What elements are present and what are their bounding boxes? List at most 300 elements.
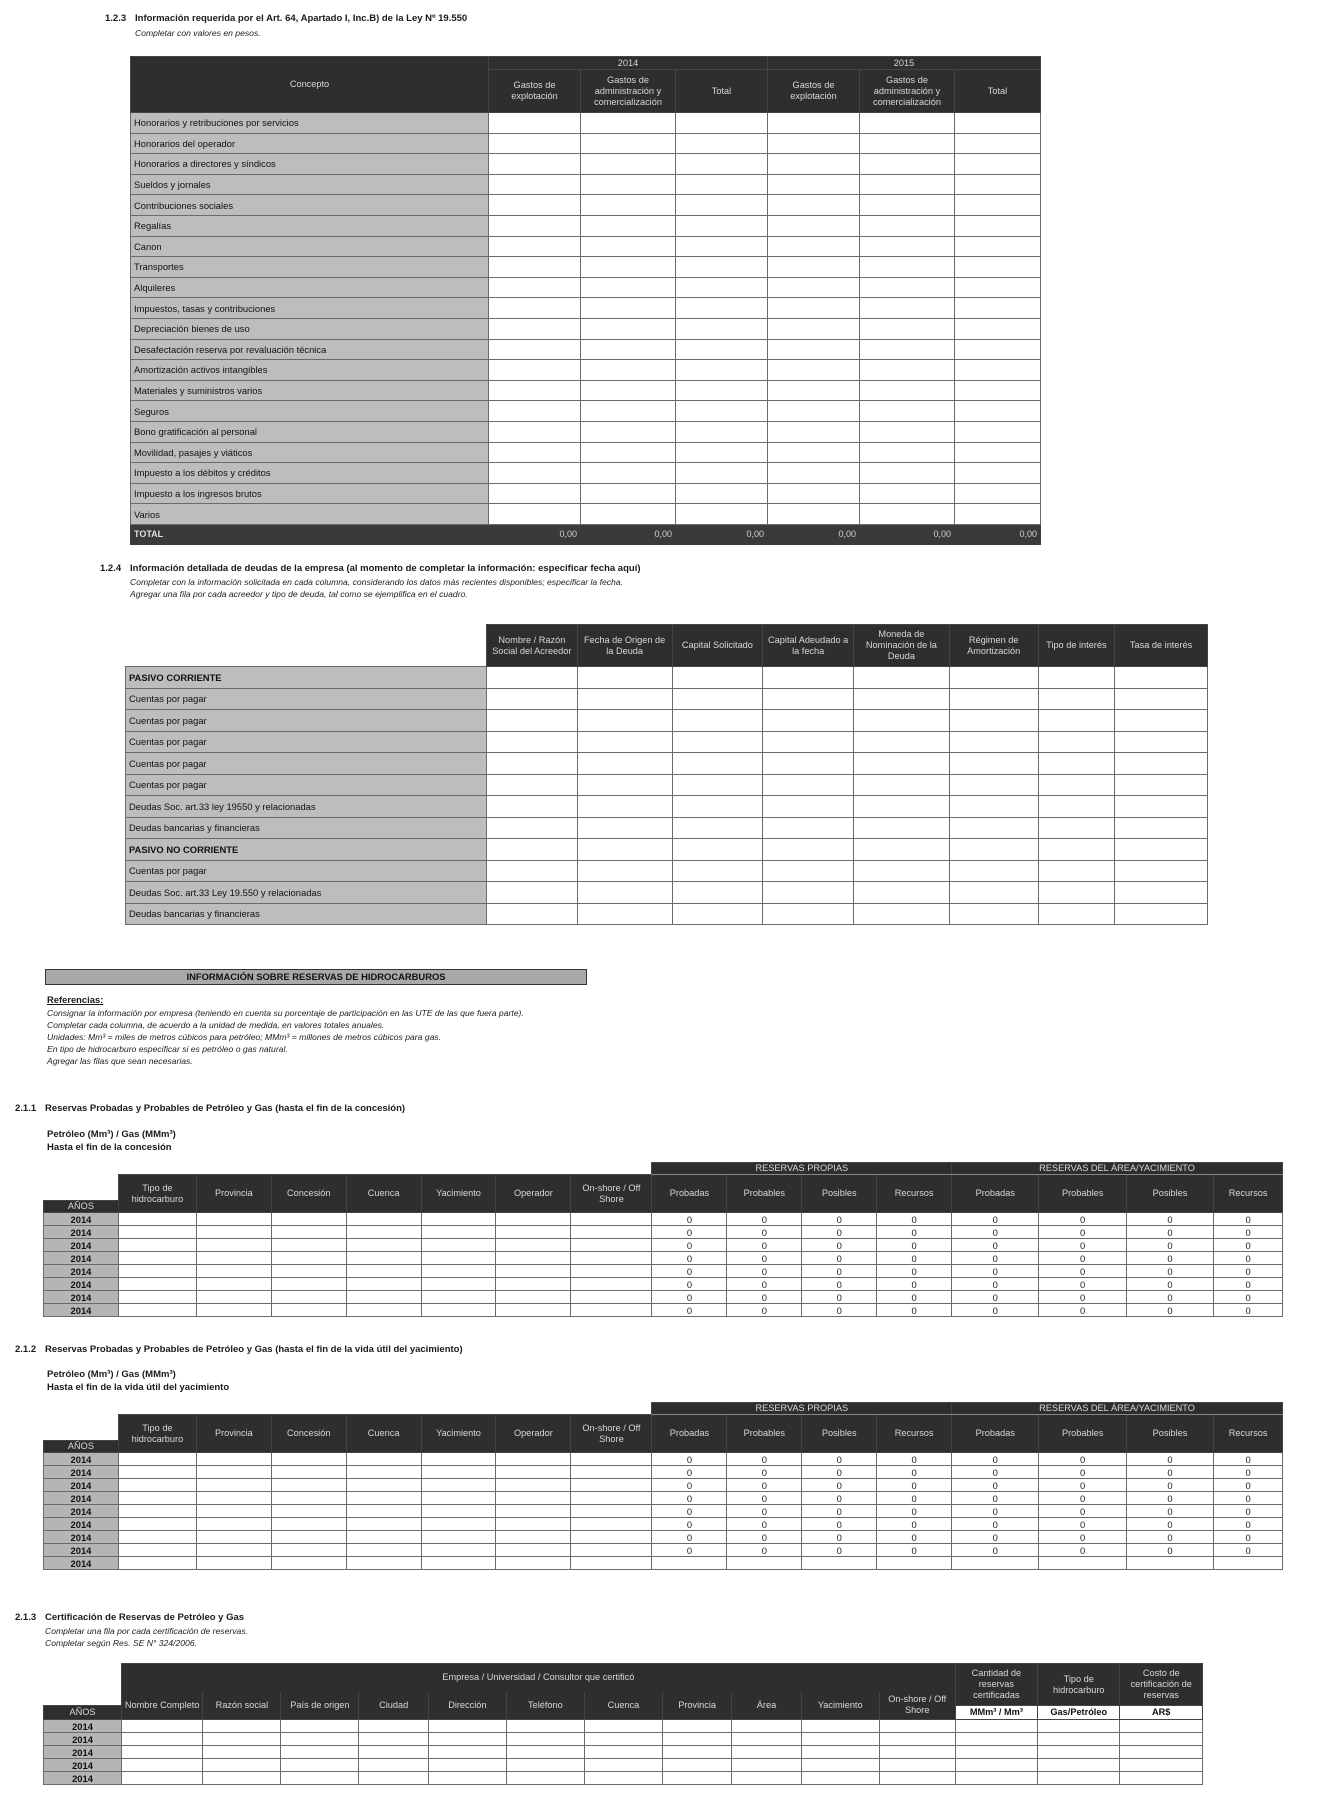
expense-value-cell[interactable] [581,504,676,525]
certification-input-cell[interactable] [584,1772,662,1785]
certification-input-cell[interactable] [428,1733,506,1746]
expense-value-cell[interactable] [581,277,676,298]
certification-input-cell[interactable] [1120,1772,1203,1785]
certification-input-cell[interactable] [122,1759,203,1772]
reserve-input-cell[interactable] [496,1291,571,1304]
certification-input-cell[interactable] [281,1772,359,1785]
debt-value-cell[interactable] [854,774,950,796]
debt-value-cell[interactable] [1115,903,1208,925]
debt-value-cell[interactable] [1038,710,1115,732]
reserve-value-cell[interactable]: 0 [1039,1265,1126,1278]
reserve-value-cell[interactable]: 0 [952,1213,1039,1226]
reserve-value-cell[interactable]: 0 [952,1304,1039,1317]
debt-value-cell[interactable] [1038,753,1115,775]
reserve-value-cell[interactable]: 0 [877,1291,952,1304]
reserve-input-cell[interactable] [496,1479,571,1492]
reserve-value-cell[interactable]: 0 [952,1479,1039,1492]
reserve-input-cell[interactable] [571,1304,652,1317]
debt-value-cell[interactable] [763,731,854,753]
reserve-value-cell[interactable]: 0 [652,1239,727,1252]
certification-input-cell[interactable] [801,1746,879,1759]
expense-value-cell[interactable] [676,401,768,422]
expense-value-cell[interactable] [676,133,768,154]
reserve-value-cell[interactable]: 0 [1214,1492,1283,1505]
reserve-input-cell[interactable] [271,1278,346,1291]
reserve-value-cell[interactable]: 0 [727,1265,802,1278]
reserve-value-cell[interactable]: 0 [952,1278,1039,1291]
reserve-input-cell[interactable] [271,1518,346,1531]
reserve-input-cell[interactable] [571,1265,652,1278]
certification-input-cell[interactable] [281,1746,359,1759]
expense-value-cell[interactable] [489,483,581,504]
expense-value-cell[interactable] [860,318,955,339]
reserve-input-cell[interactable] [346,1505,421,1518]
certification-input-cell[interactable] [122,1733,203,1746]
reserve-value-cell[interactable]: 0 [727,1239,802,1252]
reserve-value-cell[interactable]: 0 [802,1466,877,1479]
reserve-input-cell[interactable] [421,1466,496,1479]
reserve-value-cell[interactable]: 0 [1214,1479,1283,1492]
debt-value-cell[interactable] [854,903,950,925]
reserve-value-cell[interactable]: 0 [1126,1252,1213,1265]
certification-input-cell[interactable] [662,1733,731,1746]
reserve-value-cell[interactable]: 0 [1039,1466,1126,1479]
expense-value-cell[interactable] [676,380,768,401]
reserve-value-cell[interactable]: 0 [877,1518,952,1531]
reserve-input-cell[interactable] [346,1226,421,1239]
expense-value-cell[interactable] [955,360,1041,381]
reserve-value-cell[interactable]: 0 [1214,1291,1283,1304]
expense-value-cell[interactable] [955,277,1041,298]
debt-value-cell[interactable] [1038,731,1115,753]
reserve-value-cell[interactable]: 0 [802,1544,877,1557]
reserve-value-cell[interactable]: 0 [1214,1518,1283,1531]
reserve-value-cell[interactable]: 0 [652,1518,727,1531]
expense-value-cell[interactable] [955,298,1041,319]
debt-value-cell[interactable] [1115,839,1208,861]
reserve-value-cell[interactable]: 0 [1039,1226,1126,1239]
expense-value-cell[interactable] [581,215,676,236]
debt-value-cell[interactable] [577,731,672,753]
reserve-value-cell[interactable]: 0 [877,1304,952,1317]
reserve-value-cell[interactable]: 0 [1126,1544,1213,1557]
expense-value-cell[interactable] [860,215,955,236]
expense-value-cell[interactable] [955,113,1041,134]
expense-value-cell[interactable] [676,174,768,195]
debt-value-cell[interactable] [672,731,763,753]
debt-value-cell[interactable] [949,903,1038,925]
reserve-input-cell[interactable] [118,1291,196,1304]
expense-value-cell[interactable] [860,463,955,484]
reserve-input-cell[interactable] [271,1557,346,1570]
certification-input-cell[interactable] [732,1759,801,1772]
reserve-value-cell[interactable]: 0 [802,1505,877,1518]
certification-input-cell[interactable] [662,1720,731,1733]
reserve-input-cell[interactable] [118,1226,196,1239]
reserve-input-cell[interactable] [346,1265,421,1278]
reserve-value-cell[interactable]: 0 [1214,1531,1283,1544]
expense-value-cell[interactable] [860,195,955,216]
reserve-input-cell[interactable] [571,1544,652,1557]
expense-value-cell[interactable] [955,154,1041,175]
reserve-value-cell[interactable]: 0 [727,1505,802,1518]
expense-value-cell[interactable] [860,360,955,381]
reserve-value-cell[interactable] [727,1557,802,1570]
expense-value-cell[interactable] [860,339,955,360]
expense-value-cell[interactable] [955,236,1041,257]
reserve-input-cell[interactable] [271,1544,346,1557]
reserve-input-cell[interactable] [421,1252,496,1265]
certification-input-cell[interactable] [1120,1746,1203,1759]
reserve-value-cell[interactable] [1126,1557,1213,1570]
reserve-input-cell[interactable] [421,1239,496,1252]
expense-value-cell[interactable] [581,339,676,360]
reserve-input-cell[interactable] [496,1518,571,1531]
expense-value-cell[interactable] [955,442,1041,463]
certification-input-cell[interactable] [359,1746,428,1759]
debt-value-cell[interactable] [487,817,578,839]
debt-value-cell[interactable] [487,667,578,689]
reserve-input-cell[interactable] [118,1278,196,1291]
reserve-value-cell[interactable]: 0 [952,1291,1039,1304]
expense-value-cell[interactable] [768,154,860,175]
expense-value-cell[interactable] [489,195,581,216]
expense-value-cell[interactable] [581,236,676,257]
debt-value-cell[interactable] [949,731,1038,753]
expense-value-cell[interactable] [768,174,860,195]
expense-value-cell[interactable] [768,483,860,504]
debt-value-cell[interactable] [577,688,672,710]
reserve-input-cell[interactable] [346,1492,421,1505]
reserve-value-cell[interactable]: 0 [1126,1265,1213,1278]
certification-input-cell[interactable] [122,1746,203,1759]
reserve-input-cell[interactable] [271,1453,346,1466]
certification-input-cell[interactable] [801,1772,879,1785]
reserve-value-cell[interactable]: 0 [952,1265,1039,1278]
debt-value-cell[interactable] [577,839,672,861]
certification-input-cell[interactable] [506,1772,584,1785]
debt-value-cell[interactable] [949,753,1038,775]
expense-value-cell[interactable] [955,504,1041,525]
expense-value-cell[interactable] [768,339,860,360]
expense-value-cell[interactable] [676,463,768,484]
reserve-value-cell[interactable]: 0 [802,1226,877,1239]
debt-value-cell[interactable] [1038,774,1115,796]
reserve-value-cell[interactable]: 0 [1039,1278,1126,1291]
reserve-input-cell[interactable] [496,1265,571,1278]
reserve-value-cell[interactable]: 0 [1039,1453,1126,1466]
debt-value-cell[interactable] [1038,882,1115,904]
expense-value-cell[interactable] [955,195,1041,216]
reserve-value-cell[interactable]: 0 [1126,1531,1213,1544]
reserve-input-cell[interactable] [571,1557,652,1570]
reserve-input-cell[interactable] [346,1291,421,1304]
reserve-value-cell[interactable]: 0 [727,1466,802,1479]
expense-value-cell[interactable] [489,174,581,195]
reserve-value-cell[interactable]: 0 [802,1291,877,1304]
certification-input-cell[interactable] [584,1759,662,1772]
reserve-value-cell[interactable]: 0 [727,1492,802,1505]
debt-value-cell[interactable] [949,667,1038,689]
debt-value-cell[interactable] [1038,667,1115,689]
debt-value-cell[interactable] [854,860,950,882]
reserve-input-cell[interactable] [496,1213,571,1226]
expense-value-cell[interactable] [955,339,1041,360]
reserve-input-cell[interactable] [196,1252,271,1265]
debt-value-cell[interactable] [577,817,672,839]
reserve-value-cell[interactable]: 0 [652,1213,727,1226]
reserve-value-cell[interactable] [1214,1557,1283,1570]
reserve-input-cell[interactable] [571,1492,652,1505]
reserve-input-cell[interactable] [196,1304,271,1317]
reserve-input-cell[interactable] [496,1226,571,1239]
certification-input-cell[interactable] [1120,1720,1203,1733]
reserve-input-cell[interactable] [421,1479,496,1492]
debt-value-cell[interactable] [577,774,672,796]
debt-value-cell[interactable] [763,688,854,710]
reserve-value-cell[interactable]: 0 [1126,1239,1213,1252]
reserve-input-cell[interactable] [571,1518,652,1531]
reserve-value-cell[interactable]: 0 [877,1213,952,1226]
reserve-input-cell[interactable] [571,1466,652,1479]
reserve-input-cell[interactable] [118,1531,196,1544]
reserve-input-cell[interactable] [421,1304,496,1317]
reserve-input-cell[interactable] [421,1518,496,1531]
reserve-input-cell[interactable] [496,1304,571,1317]
certification-input-cell[interactable] [428,1759,506,1772]
debt-value-cell[interactable] [1038,817,1115,839]
debt-value-cell[interactable] [763,903,854,925]
reserve-value-cell[interactable]: 0 [652,1453,727,1466]
expense-value-cell[interactable] [955,174,1041,195]
expense-value-cell[interactable] [860,380,955,401]
reserve-input-cell[interactable] [271,1531,346,1544]
expense-value-cell[interactable] [955,257,1041,278]
certification-input-cell[interactable] [732,1733,801,1746]
reserve-input-cell[interactable] [346,1466,421,1479]
expense-value-cell[interactable] [581,298,676,319]
reserve-input-cell[interactable] [196,1479,271,1492]
debt-value-cell[interactable] [487,839,578,861]
reserve-input-cell[interactable] [271,1291,346,1304]
debt-value-cell[interactable] [487,774,578,796]
reserve-value-cell[interactable]: 0 [652,1505,727,1518]
reserve-input-cell[interactable] [118,1505,196,1518]
expense-value-cell[interactable] [860,421,955,442]
debt-value-cell[interactable] [1115,796,1208,818]
reserve-input-cell[interactable] [496,1252,571,1265]
certification-input-cell[interactable] [506,1759,584,1772]
expense-value-cell[interactable] [768,442,860,463]
debt-value-cell[interactable] [1115,817,1208,839]
debt-value-cell[interactable] [487,688,578,710]
reserve-value-cell[interactable]: 0 [1039,1252,1126,1265]
reserve-value-cell[interactable]: 0 [1214,1213,1283,1226]
reserve-value-cell[interactable]: 0 [877,1544,952,1557]
debt-value-cell[interactable] [672,817,763,839]
reserve-value-cell[interactable]: 0 [1039,1518,1126,1531]
reserve-input-cell[interactable] [271,1226,346,1239]
certification-input-cell[interactable] [732,1746,801,1759]
reserve-input-cell[interactable] [346,1453,421,1466]
expense-value-cell[interactable] [676,113,768,134]
debt-value-cell[interactable] [577,860,672,882]
reserve-input-cell[interactable] [571,1252,652,1265]
reserve-input-cell[interactable] [346,1544,421,1557]
debt-value-cell[interactable] [1038,688,1115,710]
expense-value-cell[interactable] [676,318,768,339]
expense-value-cell[interactable] [489,236,581,257]
reserve-value-cell[interactable]: 0 [1126,1505,1213,1518]
expense-value-cell[interactable] [955,401,1041,422]
reserve-value-cell[interactable]: 0 [877,1278,952,1291]
debt-value-cell[interactable] [763,860,854,882]
debt-value-cell[interactable] [854,667,950,689]
reserve-input-cell[interactable] [196,1557,271,1570]
expense-value-cell[interactable] [768,236,860,257]
debt-value-cell[interactable] [949,796,1038,818]
reserve-value-cell[interactable]: 0 [727,1226,802,1239]
certification-input-cell[interactable] [879,1759,955,1772]
reserve-input-cell[interactable] [346,1252,421,1265]
certification-input-cell[interactable] [359,1733,428,1746]
expense-value-cell[interactable] [860,401,955,422]
certification-input-cell[interactable] [506,1733,584,1746]
expense-value-cell[interactable] [489,154,581,175]
reserve-input-cell[interactable] [271,1466,346,1479]
certification-input-cell[interactable] [879,1720,955,1733]
reserve-input-cell[interactable] [118,1557,196,1570]
debt-value-cell[interactable] [949,839,1038,861]
expense-value-cell[interactable] [581,195,676,216]
expense-value-cell[interactable] [581,463,676,484]
reserve-input-cell[interactable] [196,1291,271,1304]
certification-input-cell[interactable] [955,1759,1037,1772]
debt-value-cell[interactable] [672,796,763,818]
reserve-input-cell[interactable] [196,1531,271,1544]
reserve-value-cell[interactable]: 0 [727,1453,802,1466]
reserve-value-cell[interactable]: 0 [877,1505,952,1518]
reserve-input-cell[interactable] [346,1278,421,1291]
certification-input-cell[interactable] [662,1772,731,1785]
debt-value-cell[interactable] [854,710,950,732]
reserve-value-cell[interactable]: 0 [877,1492,952,1505]
certification-input-cell[interactable] [1038,1720,1120,1733]
reserve-input-cell[interactable] [118,1239,196,1252]
debt-value-cell[interactable] [763,667,854,689]
expense-value-cell[interactable] [489,298,581,319]
reserve-value-cell[interactable]: 0 [802,1304,877,1317]
reserve-input-cell[interactable] [421,1492,496,1505]
expense-value-cell[interactable] [489,318,581,339]
reserve-value-cell[interactable]: 0 [652,1291,727,1304]
expense-value-cell[interactable] [489,339,581,360]
reserve-value-cell[interactable]: 0 [877,1252,952,1265]
debt-value-cell[interactable] [672,903,763,925]
reserve-value-cell[interactable]: 0 [652,1226,727,1239]
reserve-value-cell[interactable]: 0 [652,1252,727,1265]
reserve-value-cell[interactable]: 0 [952,1252,1039,1265]
certification-input-cell[interactable] [203,1759,281,1772]
reserve-input-cell[interactable] [571,1278,652,1291]
debt-value-cell[interactable] [854,688,950,710]
reserve-input-cell[interactable] [346,1213,421,1226]
expense-value-cell[interactable] [768,277,860,298]
debt-value-cell[interactable] [1038,860,1115,882]
reserve-input-cell[interactable] [571,1479,652,1492]
reserve-input-cell[interactable] [196,1518,271,1531]
debt-value-cell[interactable] [1115,774,1208,796]
reserve-value-cell[interactable]: 0 [1126,1492,1213,1505]
reserve-input-cell[interactable] [421,1291,496,1304]
expense-value-cell[interactable] [489,504,581,525]
expense-value-cell[interactable] [676,195,768,216]
debt-value-cell[interactable] [763,796,854,818]
reserve-input-cell[interactable] [571,1453,652,1466]
certification-input-cell[interactable] [1120,1733,1203,1746]
reserve-value-cell[interactable]: 0 [1126,1226,1213,1239]
reserve-input-cell[interactable] [496,1466,571,1479]
expense-value-cell[interactable] [860,504,955,525]
debt-value-cell[interactable] [1115,710,1208,732]
certification-input-cell[interactable] [1120,1759,1203,1772]
reserve-input-cell[interactable] [196,1544,271,1557]
expense-value-cell[interactable] [581,360,676,381]
reserve-value-cell[interactable]: 0 [952,1239,1039,1252]
reserve-input-cell[interactable] [496,1239,571,1252]
certification-input-cell[interactable] [955,1733,1037,1746]
reserve-value-cell[interactable]: 0 [802,1453,877,1466]
reserve-value-cell[interactable]: 0 [802,1492,877,1505]
certification-input-cell[interactable] [584,1746,662,1759]
reserve-input-cell[interactable] [118,1479,196,1492]
expense-value-cell[interactable] [768,133,860,154]
debt-value-cell[interactable] [1115,731,1208,753]
expense-value-cell[interactable] [955,215,1041,236]
expense-value-cell[interactable] [768,401,860,422]
debt-value-cell[interactable] [577,903,672,925]
reserve-value-cell[interactable]: 0 [802,1213,877,1226]
expense-value-cell[interactable] [489,113,581,134]
reserve-value-cell[interactable]: 0 [952,1518,1039,1531]
reserve-value-cell[interactable]: 0 [877,1226,952,1239]
reserve-input-cell[interactable] [196,1239,271,1252]
expense-value-cell[interactable] [768,113,860,134]
reserve-input-cell[interactable] [118,1544,196,1557]
debt-value-cell[interactable] [487,903,578,925]
expense-value-cell[interactable] [581,154,676,175]
expense-value-cell[interactable] [581,483,676,504]
debt-value-cell[interactable] [672,688,763,710]
expense-value-cell[interactable] [489,277,581,298]
debt-value-cell[interactable] [1115,753,1208,775]
debt-value-cell[interactable] [577,753,672,775]
reserve-value-cell[interactable]: 0 [1126,1518,1213,1531]
reserve-value-cell[interactable]: 0 [877,1453,952,1466]
certification-input-cell[interactable] [122,1772,203,1785]
expense-value-cell[interactable] [955,421,1041,442]
reserve-value-cell[interactable]: 0 [1214,1544,1283,1557]
expense-value-cell[interactable] [955,380,1041,401]
expense-value-cell[interactable] [676,257,768,278]
reserve-value-cell[interactable]: 0 [877,1466,952,1479]
certification-input-cell[interactable] [584,1733,662,1746]
debt-value-cell[interactable] [1038,839,1115,861]
debt-value-cell[interactable] [672,839,763,861]
reserve-value-cell[interactable]: 0 [1039,1505,1126,1518]
certification-input-cell[interactable] [1038,1759,1120,1772]
debt-value-cell[interactable] [854,796,950,818]
